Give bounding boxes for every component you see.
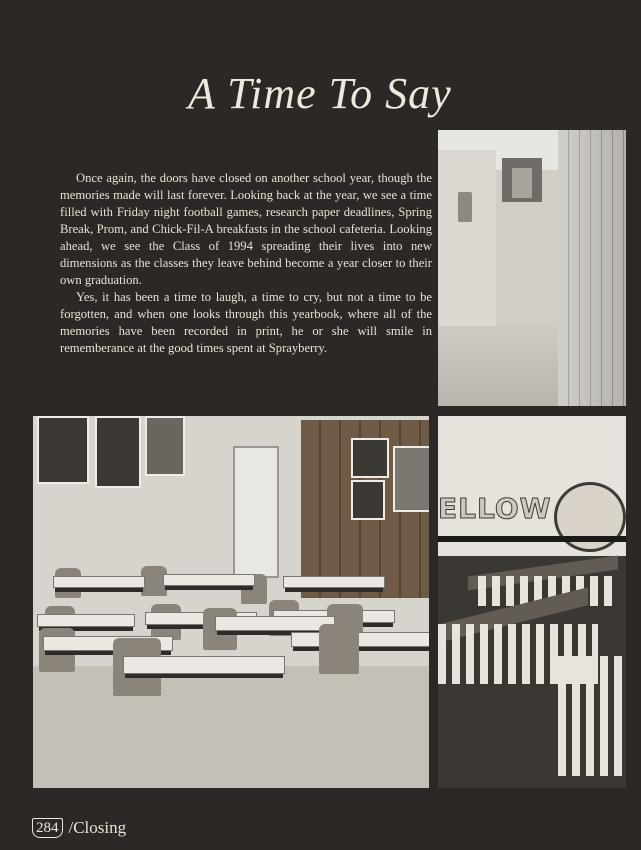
desk	[291, 632, 429, 647]
desk	[215, 616, 335, 631]
body-text	[60, 170, 432, 357]
section-label: /Closing	[68, 818, 127, 837]
desk	[283, 576, 385, 588]
hallway-left-wall	[438, 150, 496, 330]
bulletin-poster	[351, 480, 385, 520]
classroom-floor	[33, 666, 429, 788]
chair	[319, 624, 359, 674]
trash-can	[458, 192, 472, 222]
page-footer	[32, 818, 126, 838]
classroom-photo	[33, 416, 429, 788]
page-title: A Time To Say	[188, 69, 452, 118]
hallway-door	[512, 168, 532, 198]
wall-poster	[145, 416, 185, 476]
cafeteria-photo	[438, 416, 626, 788]
bulletin-poster	[393, 446, 429, 512]
paragraph-2: Yes, it has been a time to laugh, a time to cry, but not a time to be forgotten, and when one looks through this yearbook, where all of the memories have been recorded in print, he or she will smile in rememberance at the good times spent at Sprayberry.	[60, 290, 432, 355]
desk	[37, 614, 135, 627]
wall-poster	[95, 416, 141, 488]
hallway-photo	[438, 130, 626, 406]
desk	[163, 574, 255, 586]
classroom-door	[233, 446, 279, 578]
wall-stripe	[438, 536, 626, 542]
cafeteria-mural-text: ELLOW	[438, 492, 552, 525]
paragraph-1: Once again, the doors have closed on another school year, though the memories made will last forever. Looking back at the year, we see a time filled with Friday night football games, research paper deadlines, Spring Break, Prom, and Chick-Fil-A breakfasts in the school cafeteria. Looking ahead, we see the Class of 1994 spreading their lives into new dimensions as the classes they leave behind become a year closer to their own graduation.	[60, 171, 432, 287]
wall-poster	[37, 416, 89, 484]
cafeteria-chairs	[558, 656, 626, 776]
desk	[53, 576, 145, 588]
bulletin-poster	[351, 438, 389, 478]
page-number: 284	[32, 818, 63, 838]
lockers-shading	[558, 130, 626, 406]
desk	[123, 656, 285, 674]
